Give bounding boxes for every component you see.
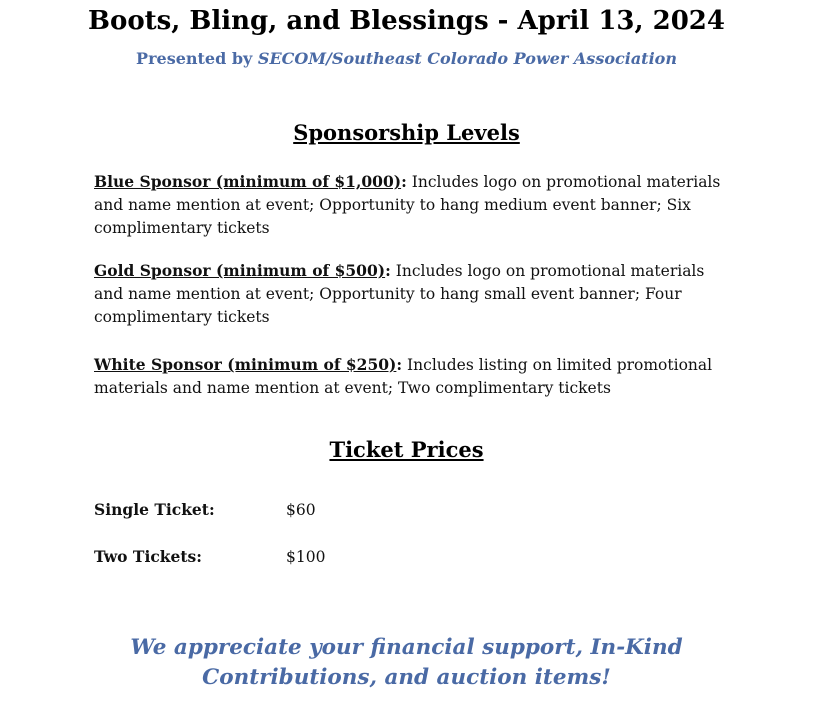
sponsor-level-description: Includes logo on promotional materials and name mention at event; Opportunity to hang medium event banner; Six complimentary tickets xyxy=(94,173,721,237)
presenter-organization: SECOM/Southeast Colorado Power Association xyxy=(257,49,677,68)
sponsor-level-description: Includes logo on promotional materials and name mention at event; Opportunity to hang small event banner; Four complimentary tickets xyxy=(94,262,705,326)
sponsor-level-description: Includes listing on limited promotional materials and name mention at event; Two complimentary tickets xyxy=(94,356,713,397)
sponsor-level-name: Gold Sponsor (minimum of $500) xyxy=(94,261,386,280)
closing-line-1: We appreciate your financial support, In-Kind xyxy=(130,635,683,660)
sponsor-level-colon: : xyxy=(385,261,391,280)
sponsor-level-colon: : xyxy=(396,355,403,374)
closing-message xyxy=(0,633,813,693)
ticket-label: Two Tickets: xyxy=(94,547,202,566)
presenter-line xyxy=(0,47,813,71)
presented-by-label: Presented by xyxy=(136,49,253,68)
closing-line-2: Contributions, and auction items! xyxy=(202,665,611,690)
page-title: Boots, Bling, and Blessings - April 13, 2024 xyxy=(88,6,725,36)
ticket-label: Single Ticket: xyxy=(94,500,215,519)
sponsorship-heading: Sponsorship Levels xyxy=(293,120,520,145)
sponsor-level-name: Blue Sponsor (minimum of $1,000) xyxy=(94,172,402,191)
sponsor-level-colon: : xyxy=(401,172,407,191)
sponsor-level-name: White Sponsor (minimum of $250) xyxy=(94,355,397,374)
sponsor-level-white xyxy=(94,353,734,400)
ticket-prices-heading: Ticket Prices xyxy=(329,437,484,462)
sponsor-level-gold xyxy=(94,259,734,329)
ticket-price: $60 xyxy=(286,501,316,519)
sponsor-level-blue xyxy=(94,170,734,240)
ticket-price: $100 xyxy=(286,548,326,566)
